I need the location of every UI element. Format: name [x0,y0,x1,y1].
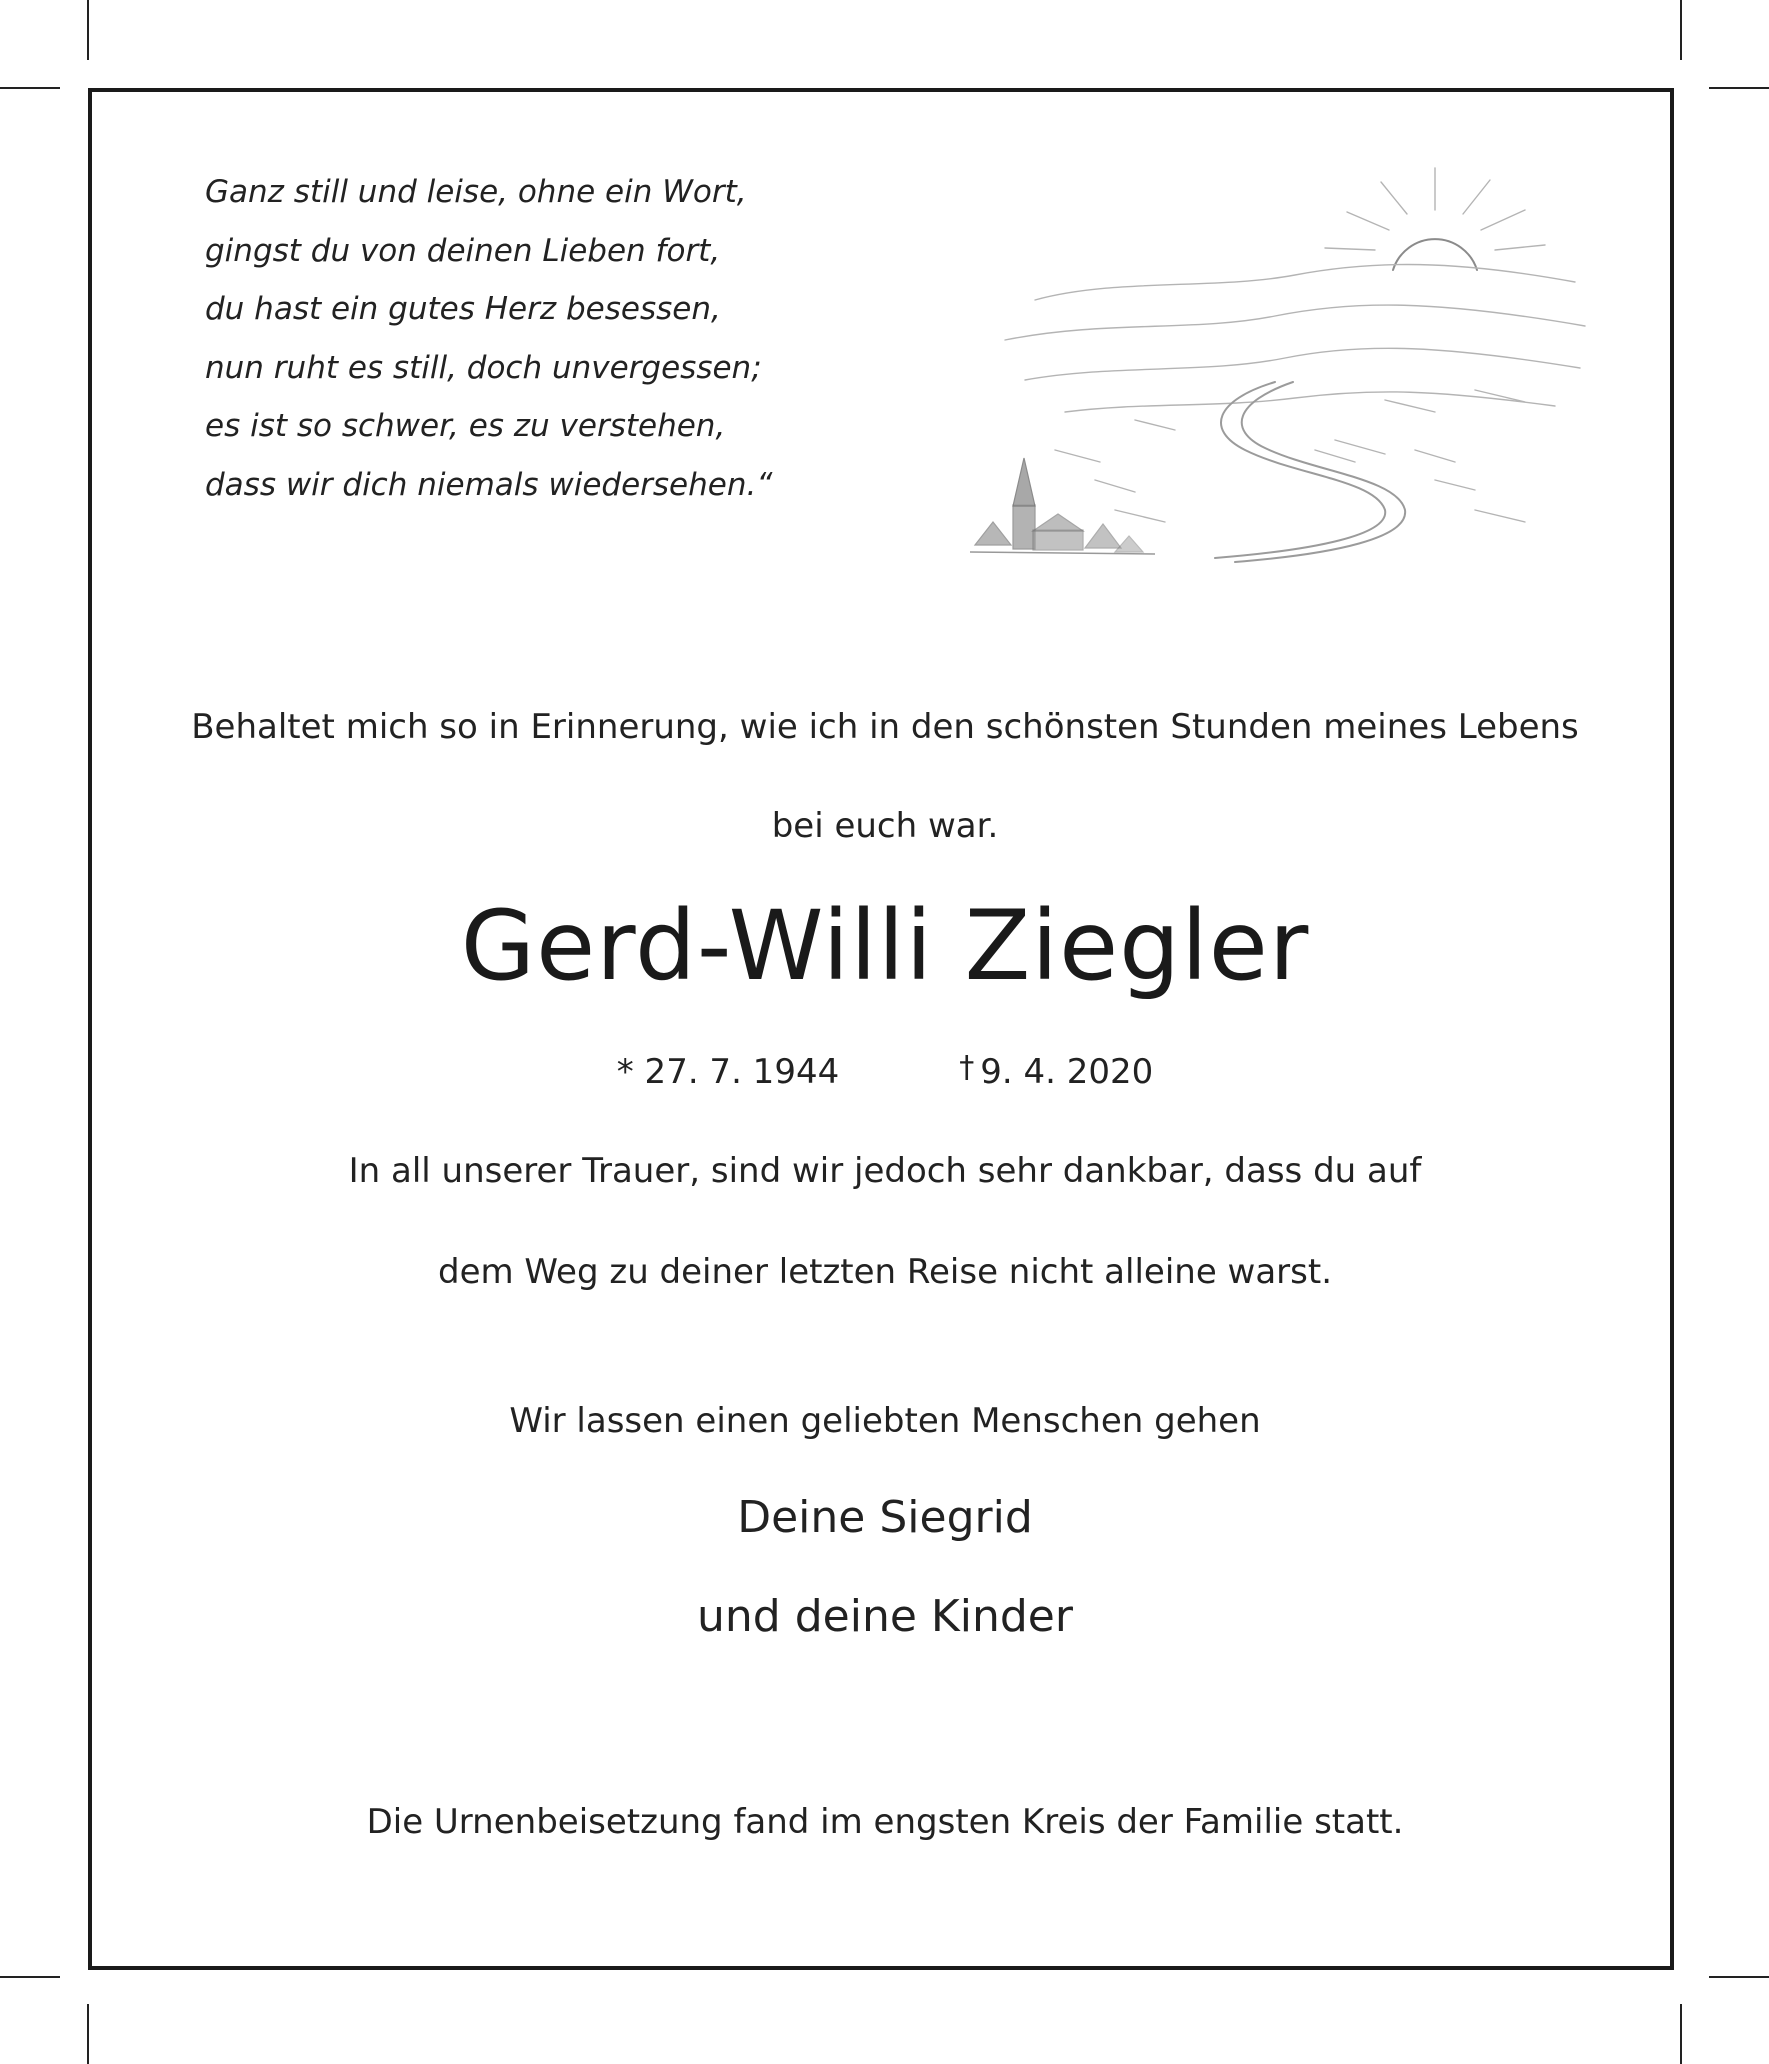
crop-mark [87,2004,89,2064]
poem-line: Ganz still und leise, ohne ein Wort, [205,174,747,210]
thanks-line: In all unserer Trauer, sind wir jedoch sehr dankbar, dass du auf [348,1151,1422,1191]
poem-line: dass wir dich niemals wiedersehen.“ [205,466,773,503]
poem-line: es ist so schwer, es zu verstehen, [205,408,726,444]
crop-mark [1709,1976,1769,1978]
birth-date: * 27. 7. 1944 [616,1052,840,1092]
cross-icon: † [959,1050,975,1085]
farewell-line: Wir lassen einen geliebten Menschen gehen [509,1401,1261,1441]
crop-mark [1680,0,1682,60]
crop-mark [0,1976,60,1978]
landscape-sketch-illustration [915,150,1590,570]
crop-mark [87,0,89,60]
signature-line: und deine Kinder [697,1591,1073,1642]
crop-mark [0,87,60,89]
poem [205,163,772,514]
life-dates [88,1052,1682,1092]
signature-line: Deine Siegrid [737,1492,1033,1543]
intro-line: Behaltet mich so in Erinnerung, wie ich in den schönsten Stunden meines Lebens [191,707,1579,747]
crop-mark [1680,2004,1682,2064]
thanks-line: dem Weg zu deiner letzten Reise nicht alleine warst. [437,1252,1333,1292]
poem-line: du hast ein gutes Herz besessen, [205,291,721,327]
intro-line: bei euch war. [771,806,999,846]
poem-line: nun ruht es still, doch unvergessen; [205,349,762,386]
burial-note: Die Urnenbeisetzung fand im engsten Kreis der Familie statt. [366,1802,1404,1842]
crop-mark [1709,87,1769,89]
death-date: 9. 4. 2020 [980,1052,1154,1092]
poem-line: gingst du von deinen Lieben fort, [205,232,721,269]
deceased-name: Gerd-Willi Ziegler [460,890,1310,1002]
